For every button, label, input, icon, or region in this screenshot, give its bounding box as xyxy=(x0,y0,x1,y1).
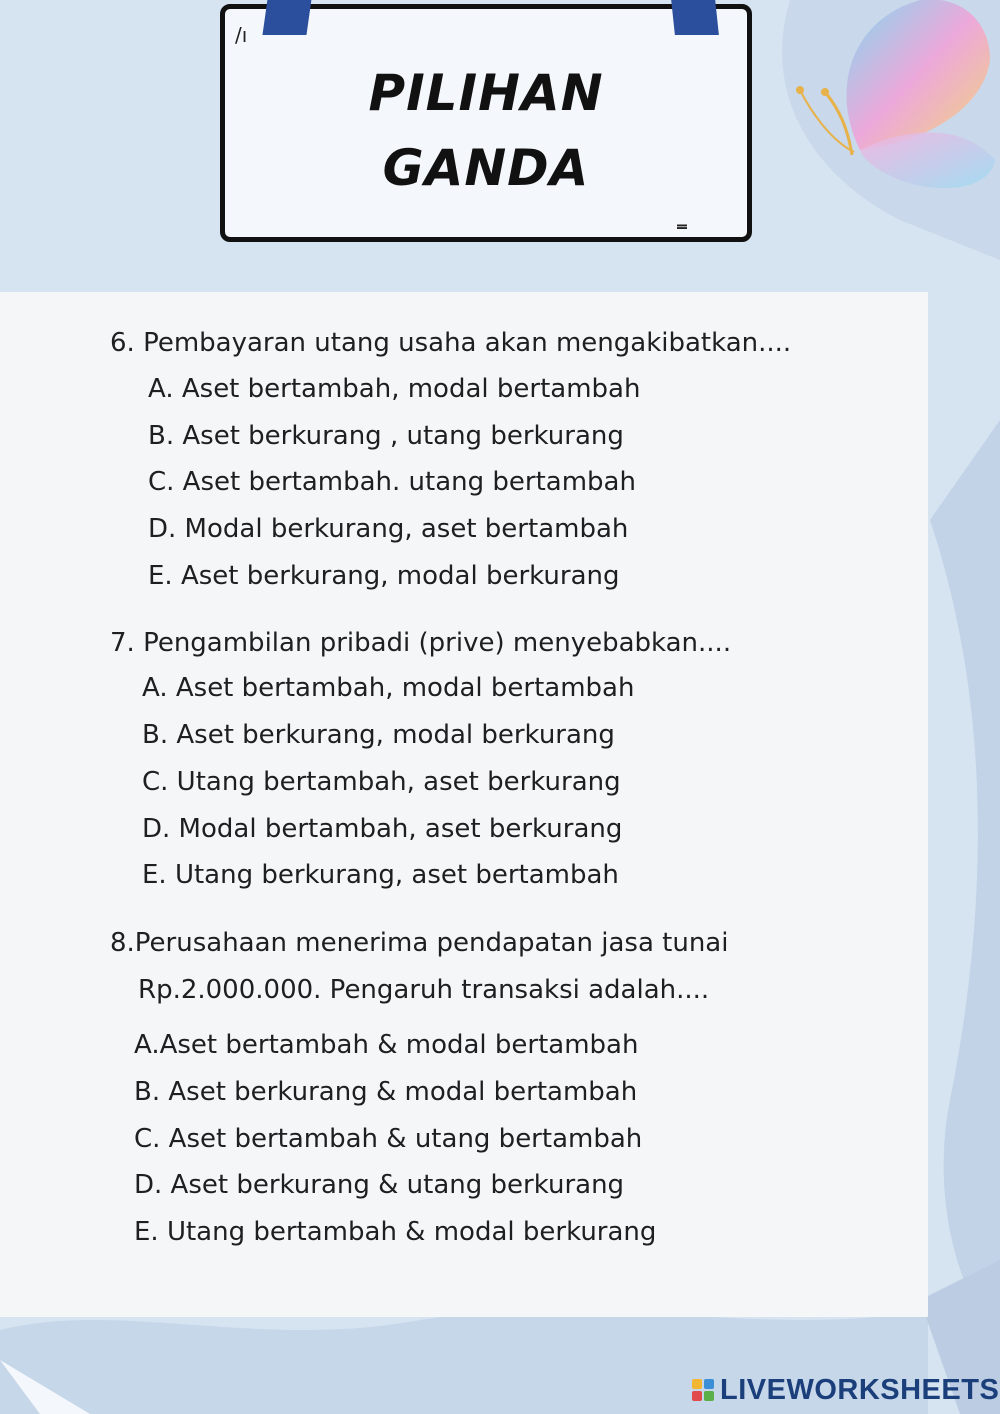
page-title-line1: PILIHAN xyxy=(368,64,604,122)
liveworksheets-brand xyxy=(692,1374,999,1406)
question-7-option-a[interactable]: A. Aset bertambah, modal bertambah xyxy=(142,673,635,703)
page-title-line2: GANDA xyxy=(382,139,590,197)
tape-decoration xyxy=(262,0,311,35)
question-7-option-d[interactable]: D. Modal bertambah, aset berkurang xyxy=(142,814,623,844)
doodle-mark: /ı xyxy=(235,23,248,47)
tape-decoration xyxy=(671,0,719,35)
question-6-option-b[interactable]: B. Aset berkurang , utang berkurang xyxy=(148,421,624,451)
question-8-option-d[interactable]: D. Aset berkurang & utang berkurang xyxy=(134,1170,625,1200)
question-7-option-b[interactable]: B. Aset berkurang, modal berkurang xyxy=(142,720,615,750)
question-6-option-e[interactable]: E. Aset berkurang, modal berkurang xyxy=(148,561,620,591)
question-8-option-a[interactable]: A.Aset bertambah & modal bertambah xyxy=(134,1030,639,1060)
butterfly-icon xyxy=(790,0,1000,200)
question-8-line1: 8.Perusahaan menerima pendapatan jasa tunai xyxy=(110,928,729,958)
question-7-option-c[interactable]: C. Utang bertambah, aset berkurang xyxy=(142,767,621,797)
question-6-option-a[interactable]: A. Aset bertambah, modal bertambah xyxy=(148,374,641,404)
question-6-option-c[interactable]: C. Aset bertambah. utang bertambah xyxy=(148,467,636,497)
question-8-line2: Rp.2.000.000. Pengaruh transaksi adalah.... xyxy=(138,975,710,1005)
question-8-option-c[interactable]: C. Aset bertambah & utang bertambah xyxy=(134,1124,643,1154)
question-6-option-d[interactable]: D. Modal berkurang, aset bertambah xyxy=(148,514,629,544)
doodle-mark: ‗ xyxy=(677,205,687,229)
question-6: 6. Pembayaran utang usaha akan mengakibatkan.... xyxy=(110,328,792,358)
question-7: 7. Pengambilan pribadi (prive) menyebabkan.... xyxy=(110,628,732,658)
question-7-option-e[interactable]: E. Utang berkurang, aset bertambah xyxy=(142,860,619,890)
question-8-option-e[interactable]: E. Utang bertambah & modal berkurang xyxy=(134,1217,657,1247)
brand-name: LIVEWORKSHEETS xyxy=(720,1373,1000,1406)
liveworksheets-logo-icon xyxy=(692,1379,714,1401)
title-card xyxy=(220,4,752,242)
question-8-option-b[interactable]: B. Aset berkurang & modal bertambah xyxy=(134,1077,638,1107)
